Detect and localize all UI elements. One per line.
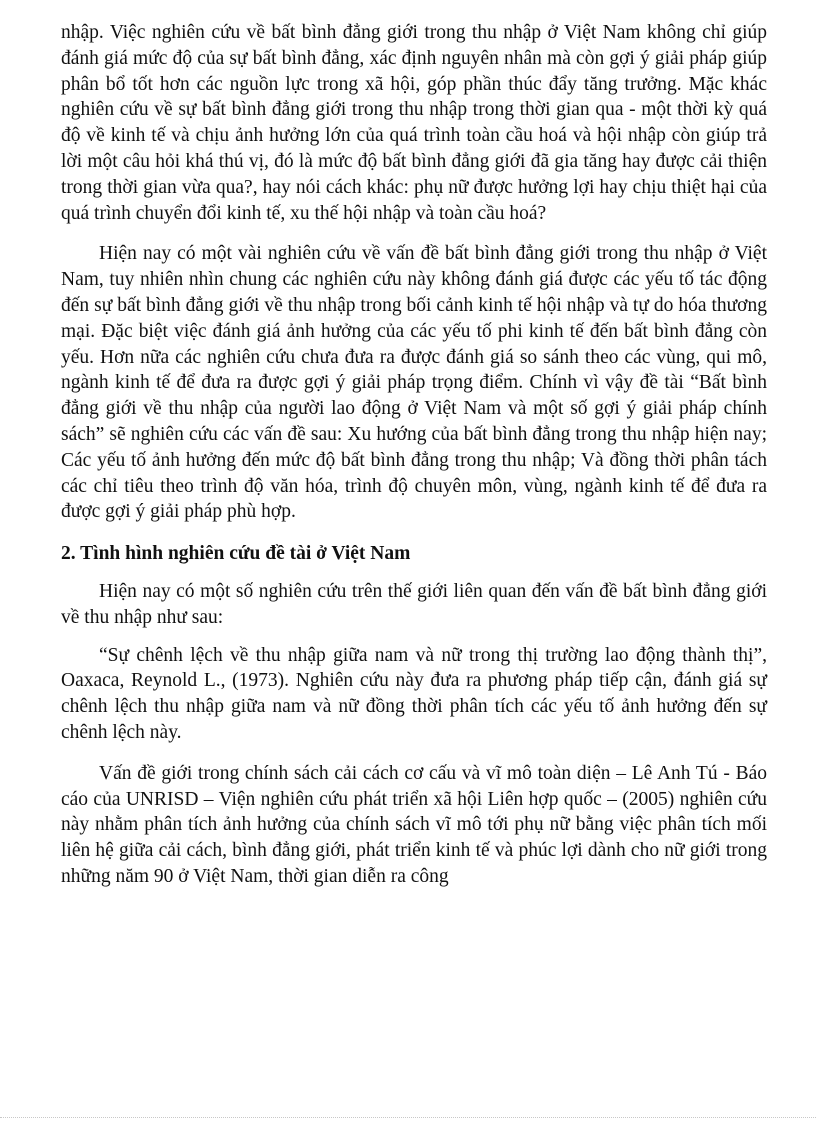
body-paragraph: Hiện nay có một vài nghiên cứu về vấn đề bất bình đẳng giới trong thu nhập ở Việt Nam, tuy nhiên nhìn chung các nghiên cứu này không đánh giá được các yếu tố tác động đến sự bất bình đẳng giới về thu nhập trong bối cảnh kinh tế hội nhập và tự do hóa thương mại. Đặc biệt việc đánh giá ảnh hưởng của các yếu tố phi kinh tế đến bất bình đẳng còn yếu. Hơn nữa các nghiên cứu chưa đưa ra được đánh giá so sánh theo các vùng, qui mô, ngành kinh tế để đưa ra được gợi ý giải pháp trọng điểm. Chính vì vậy đề tài “Bất bình đẳng giới về thu nhập của người lao động ở Việt Nam và một số gợi ý giải pháp chính sách” sẽ nghiên cứu các vấn đề sau: Xu hướng của bất bình đẳng trong thu nhập hiện nay; Các yếu tố ảnh hưởng đến mức độ bất bình đẳng trong thu nhập; Và đồng thời phân tách các chỉ tiêu theo trình độ văn hóa, trình độ chuyên môn, vùng, ngành kinh tế để đưa ra được gợi ý giải pháp phù hợp. — [61, 243, 767, 523]
section-heading: 2. Tình hình nghiên cứu đề tài ở Việt Nam — [61, 543, 411, 565]
page-bottom-divider — [0, 1117, 816, 1118]
document-page — [61, 20, 767, 890]
body-paragraph: nhập. Việc nghiên cứu về bất bình đẳng giới trong thu nhập ở Việt Nam không chỉ giúp đánh giá mức độ của sự bất bình đẳng, xác định nguyên nhân mà còn gợi ý giải pháp giúp phân bổ tốt hơn các nguồn lực trong xã hội, góp phần thúc đẩy tăng trưởng. Mặc khác nghiên cứu về sự bất bình đẳng giới trong thu nhập trong thời gian qua - một thời kỳ quá độ về kinh tế và chịu ảnh hưởng lớn của quá trình toàn cầu hoá và hội nhập còn giúp trả lời một câu hỏi khá thú vị, đó là mức độ bất bình đẳng giới đã gia tăng hay được cải thiện trong thời gian vừa qua?, hay nói cách khác: phụ nữ được hưởng lợi hay chịu thiệt hại của quá trình chuyển đổi kinh tế, xu thế hội nhập và toàn cầu hoá? — [61, 22, 767, 224]
body-paragraph: Vấn đề giới trong chính sách cải cách cơ cấu và vĩ mô toàn diện – Lê Anh Tú - Báo cáo của UNRISD – Viện nghiên cứu phát triển xã hội Liên hợp quốc – (2005) nghiên cứu này nhằm phân tích ảnh hưởng của chính sách vĩ mô tới phụ nữ bằng việc phân tích mối liên hệ giữa cải cách, bình đẳng giới, phát triển kinh tế và phúc lợi dành cho nữ giới trong những năm 90 ở Việt Nam, thời gian diễn ra công — [61, 762, 767, 887]
body-paragraph: “Sự chênh lệch về thu nhập giữa nam và nữ trong thị trường lao động thành thị”, Oaxaca, Reynold L., (1973). Nghiên cứu này đưa ra phương pháp tiếp cận, đánh giá sự chênh lệch thu nhập giữa nam và nữ đồng thời phân tích các yếu tố ảnh hưởng đến sự chênh lệch này. — [61, 644, 767, 743]
body-paragraph: Hiện nay có một số nghiên cứu trên thế giới liên quan đến vấn đề bất bình đẳng giới về thu nhập như sau: — [61, 580, 767, 628]
